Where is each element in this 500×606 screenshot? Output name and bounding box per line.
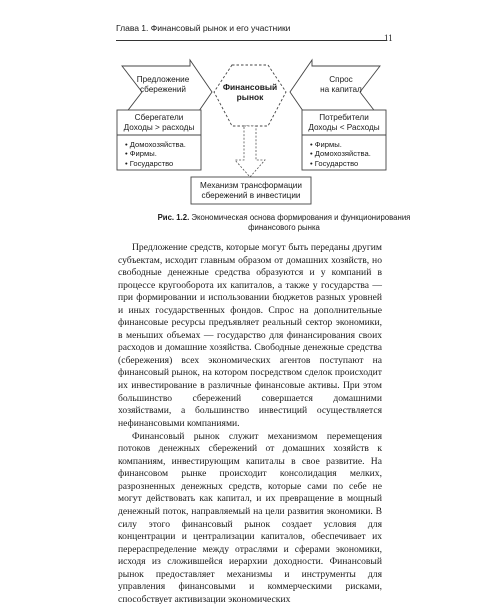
- right-arrow-label: [306, 75, 376, 94]
- left-arrow-label-line2: сбережений: [140, 84, 186, 94]
- consumers-list: [310, 140, 386, 168]
- savers-title: Сберегатели: [134, 113, 184, 122]
- market-label-line1: Финансовый: [222, 82, 278, 92]
- diagram: [0, 0, 500, 210]
- consumers-title: Потребители: [319, 113, 369, 122]
- running-head: Глава 1. Финансовый рынок и его участники: [116, 23, 291, 33]
- paragraph: Предложение средств, которые могут быть переданы другим субъектам, исходит главным образом от домашних хозяйств, но свободные денежные средства образуются и у компаний в процессе кругооборота их капиталов, а также у государства — при формировании и использовании бюджетов разных уровней и иных государственных фондов. Спрос на дополнительные финансовые ресурсы предъявляет реальный сектор экономики, в меньших объемах — государство для финансирования своих расходов и домашние хозяйства. Свободные денежные средства (сбережения) всех экономических агентов поступают на финансовый рынок, на котором посредством сделок происходит их инвестирование в различные финансовые активы. При этом большинство сбережений совершается домашними хозяйствами, а большинство инвестиций осуществляется нефинансовыми компаниями.: [118, 242, 382, 429]
- consumers-header: [302, 113, 386, 132]
- list-item: • Государство: [310, 158, 359, 168]
- mechanism-label-line1: Механизм трансформации: [200, 181, 302, 190]
- list-item: • Государство: [125, 158, 174, 168]
- right-arrow-label-line2: на капитал: [320, 84, 362, 94]
- market-label-line2: рынок: [236, 91, 264, 102]
- list-item: • Фирмы.: [310, 140, 342, 149]
- savers-header: [117, 113, 201, 132]
- mechanism-label-line2: сбережений в инвестиции: [201, 190, 301, 200]
- consumers-subtitle: Доходы < Расходы: [308, 122, 380, 132]
- paragraph: Финансовый рынок служит механизмом перемещения потоков денежных сбережений от домашних хозяйств к компаниям, инвестирующим капиталы в свое развитие. На финансовом рынке происходит консолидация мелких, разрозненных денежных средств, которые сами по себе не могут действовать как капитал, и их превращение в мощный денежный поток, направляемый на цели развития экономики. В силу этого финансовый рынок создает условия для концентрации и централизации капиталов, обеспечивает их перераспределение между отраслями и сферами экономики, исходя из сложившейся иерархии доходности. Финансовый рынок предоставляет механизмы и инструменты для управления финансовыми и коммерческими рисками, способствует активизации экономических: [118, 430, 382, 605]
- down-arrow: [235, 126, 265, 177]
- body-text: [118, 242, 382, 606]
- caption-label: Рис. 1.2.: [157, 213, 190, 222]
- list-item: • Домохозяйства.: [125, 140, 186, 149]
- list-item: • Фирмы.: [125, 149, 157, 159]
- caption-text: Экономическая основа формирования и функционирования финансового рынка: [191, 213, 411, 233]
- savers-subtitle: Доходы > расходы: [123, 122, 195, 132]
- list-item: • Домохозяйства.: [310, 149, 371, 159]
- left-arrow-label: [128, 75, 198, 94]
- mechanism-label: [191, 181, 311, 200]
- figure-caption: [134, 213, 434, 234]
- page-number: 11: [384, 33, 393, 43]
- market-label: [218, 83, 282, 102]
- right-arrow-label-line1: Спрос: [329, 75, 353, 84]
- savers-list: [125, 140, 201, 168]
- left-arrow-label-line1: Предложение: [136, 75, 190, 84]
